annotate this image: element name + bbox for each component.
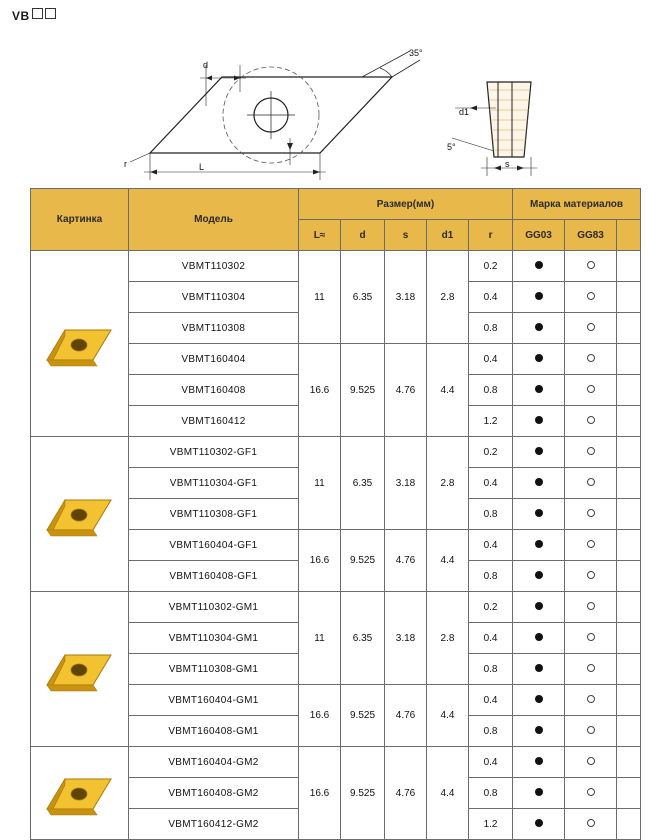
cell-gg03 xyxy=(513,561,565,592)
cell-gg03 xyxy=(513,747,565,778)
cell-extra xyxy=(617,530,641,561)
table-row xyxy=(31,747,641,778)
cell-L: 16.6 xyxy=(299,685,341,747)
cell-r: 0.2 xyxy=(469,437,513,468)
header-r: r xyxy=(469,220,513,251)
cell-r: 0.2 xyxy=(469,251,513,282)
cell-gg83 xyxy=(565,747,617,778)
cell-L: 11 xyxy=(299,592,341,685)
cell-gg03 xyxy=(513,344,565,375)
technical-drawing xyxy=(0,20,670,180)
cell-d1: 4.4 xyxy=(427,344,469,437)
cell-gg83 xyxy=(565,468,617,499)
cell-extra xyxy=(617,561,641,592)
dim-label-L: L xyxy=(199,162,205,172)
mark-empty xyxy=(587,695,595,703)
cell-r: 0.8 xyxy=(469,499,513,530)
mark-filled xyxy=(535,385,543,393)
cell-gg03 xyxy=(513,313,565,344)
cell-gg03 xyxy=(513,778,565,809)
cell-extra xyxy=(617,313,641,344)
cell-extra xyxy=(617,623,641,654)
cell-model: VBMT110304 xyxy=(129,282,299,313)
cell-gg03 xyxy=(513,282,565,313)
mark-empty xyxy=(587,416,595,424)
mark-empty xyxy=(587,323,595,331)
cell-L: 11 xyxy=(299,251,341,344)
dim-label-r: r xyxy=(124,159,127,169)
cell-model: VBMT160404-GM1 xyxy=(129,685,299,716)
cell-s: 3.18 xyxy=(385,592,427,685)
cell-L: 16.6 xyxy=(299,344,341,437)
specification-table-wrapper xyxy=(30,188,640,840)
header-model: Модель xyxy=(129,189,299,251)
header-extra xyxy=(617,220,641,251)
cell-gg83 xyxy=(565,530,617,561)
cell-r: 0.4 xyxy=(469,747,513,778)
mark-filled xyxy=(535,788,543,796)
cell-r: 0.4 xyxy=(469,685,513,716)
cell-gg03 xyxy=(513,499,565,530)
dim-label-angle-35: 35° xyxy=(409,48,423,58)
mark-filled xyxy=(535,509,543,517)
cell-gg03 xyxy=(513,685,565,716)
insert-picture-3 xyxy=(31,592,129,747)
mark-empty xyxy=(587,292,595,300)
cell-r: 1.2 xyxy=(469,406,513,437)
cell-gg83 xyxy=(565,251,617,282)
cell-gg83 xyxy=(565,437,617,468)
mark-empty xyxy=(587,354,595,362)
cell-model: VBMT160412-GM2 xyxy=(129,809,299,840)
cell-model: VBMT110302-GM1 xyxy=(129,592,299,623)
cell-r: 0.8 xyxy=(469,654,513,685)
cell-model: VBMT160408-GM1 xyxy=(129,716,299,747)
cell-gg03 xyxy=(513,375,565,406)
mark-filled xyxy=(535,447,543,455)
cell-gg83 xyxy=(565,654,617,685)
cell-gg83 xyxy=(565,778,617,809)
cell-extra xyxy=(617,406,641,437)
cell-gg83 xyxy=(565,623,617,654)
mark-filled xyxy=(535,664,543,672)
cell-s: 3.18 xyxy=(385,437,427,530)
cell-model: VBMT110308-GF1 xyxy=(129,499,299,530)
mark-empty xyxy=(587,447,595,455)
insert-picture-2 xyxy=(31,437,129,592)
header-s: s xyxy=(385,220,427,251)
cell-gg83 xyxy=(565,344,617,375)
mark-filled xyxy=(535,323,543,331)
cell-L: 16.6 xyxy=(299,747,341,840)
cell-gg83 xyxy=(565,282,617,313)
cell-r: 0.2 xyxy=(469,592,513,623)
table-row xyxy=(31,592,641,623)
mark-empty xyxy=(587,540,595,548)
cell-s: 4.76 xyxy=(385,530,427,592)
cell-d1: 4.4 xyxy=(427,685,469,747)
cell-s: 4.76 xyxy=(385,344,427,437)
cell-model: VBMT160408 xyxy=(129,375,299,406)
cell-extra xyxy=(617,685,641,716)
mark-filled xyxy=(535,354,543,362)
mark-filled xyxy=(535,633,543,641)
cell-gg03 xyxy=(513,592,565,623)
mark-filled xyxy=(535,416,543,424)
cell-gg83 xyxy=(565,406,617,437)
cell-model: VBMT110304-GM1 xyxy=(129,623,299,654)
cell-model: VBMT110302 xyxy=(129,251,299,282)
dim-label-d1: d1 xyxy=(459,107,470,117)
cell-r: 0.4 xyxy=(469,623,513,654)
cell-extra xyxy=(617,592,641,623)
cell-gg03 xyxy=(513,437,565,468)
header-d1: d1 xyxy=(427,220,469,251)
cell-s: 3.18 xyxy=(385,251,427,344)
cell-r: 0.8 xyxy=(469,778,513,809)
cell-extra xyxy=(617,437,641,468)
mark-filled xyxy=(535,540,543,548)
cell-gg83 xyxy=(565,375,617,406)
cell-gg03 xyxy=(513,654,565,685)
cell-extra xyxy=(617,375,641,406)
cell-L: 11 xyxy=(299,437,341,530)
cell-r: 1.2 xyxy=(469,809,513,840)
cell-gg03 xyxy=(513,468,565,499)
mark-filled xyxy=(535,478,543,486)
cell-gg03 xyxy=(513,251,565,282)
mark-empty xyxy=(587,726,595,734)
mark-filled xyxy=(535,726,543,734)
page-title-text: VB xyxy=(12,9,30,23)
cell-model: VBMT160404-GM2 xyxy=(129,747,299,778)
cell-model: VBMT110308-GM1 xyxy=(129,654,299,685)
header-size-group: Размер(мм) xyxy=(299,189,513,220)
mark-empty xyxy=(587,478,595,486)
header-L: L≈ xyxy=(299,220,341,251)
cell-extra xyxy=(617,716,641,747)
cell-d1: 4.4 xyxy=(427,747,469,840)
cell-extra xyxy=(617,747,641,778)
cell-d: 9.525 xyxy=(341,344,385,437)
mark-empty xyxy=(587,788,595,796)
cell-gg03 xyxy=(513,623,565,654)
cell-r: 0.4 xyxy=(469,282,513,313)
mark-filled xyxy=(535,292,543,300)
cell-d1: 2.8 xyxy=(427,251,469,344)
cell-gg83 xyxy=(565,561,617,592)
table-row xyxy=(31,437,641,468)
mark-filled xyxy=(535,695,543,703)
mark-filled xyxy=(535,602,543,610)
cell-extra xyxy=(617,499,641,530)
cell-gg83 xyxy=(565,716,617,747)
cell-model: VBMT160404-GF1 xyxy=(129,530,299,561)
dim-label-angle-5: 5° xyxy=(447,142,456,152)
cell-model: VBMT160412 xyxy=(129,406,299,437)
cell-extra xyxy=(617,809,641,840)
cell-s: 4.76 xyxy=(385,685,427,747)
dim-label-d: d xyxy=(203,60,209,70)
cell-extra xyxy=(617,468,641,499)
cell-r: 0.8 xyxy=(469,313,513,344)
cell-d: 6.35 xyxy=(341,437,385,530)
cell-gg83 xyxy=(565,313,617,344)
cell-r: 0.4 xyxy=(469,530,513,561)
mark-empty xyxy=(587,571,595,579)
title-placeholder-box-1 xyxy=(32,8,43,19)
cell-model: VBMT110302-GF1 xyxy=(129,437,299,468)
cell-s: 4.76 xyxy=(385,747,427,840)
title-placeholder-box-2 xyxy=(45,8,56,19)
cell-model: VBMT160404 xyxy=(129,344,299,375)
header-picture: Картинка xyxy=(31,189,129,251)
cell-extra xyxy=(617,282,641,313)
cell-gg83 xyxy=(565,592,617,623)
mark-empty xyxy=(587,757,595,765)
cell-L: 16.6 xyxy=(299,530,341,592)
mark-empty xyxy=(587,819,595,827)
mark-filled xyxy=(535,819,543,827)
cell-d1: 4.4 xyxy=(427,530,469,592)
cell-r: 0.8 xyxy=(469,375,513,406)
cell-model: VBMT110308 xyxy=(129,313,299,344)
cell-extra xyxy=(617,654,641,685)
mark-empty xyxy=(587,633,595,641)
dim-label-s: s xyxy=(505,159,510,169)
cell-d1: 2.8 xyxy=(427,437,469,530)
cell-model: VBMT110304-GF1 xyxy=(129,468,299,499)
cell-gg03 xyxy=(513,809,565,840)
cell-extra xyxy=(617,344,641,375)
header-material-group: Марка материалов xyxy=(513,189,641,220)
cell-d: 9.525 xyxy=(341,530,385,592)
cell-d: 6.35 xyxy=(341,251,385,344)
insert-picture-1 xyxy=(31,251,129,437)
mark-empty xyxy=(587,261,595,269)
mark-filled xyxy=(535,261,543,269)
cell-gg83 xyxy=(565,809,617,840)
cell-gg03 xyxy=(513,406,565,437)
mark-filled xyxy=(535,757,543,765)
cell-r: 0.8 xyxy=(469,716,513,747)
mark-empty xyxy=(587,509,595,517)
mark-empty xyxy=(587,602,595,610)
cell-d: 6.35 xyxy=(341,592,385,685)
mark-empty xyxy=(587,664,595,672)
mark-filled xyxy=(535,571,543,579)
cell-gg83 xyxy=(565,499,617,530)
cell-model: VBMT160408-GM2 xyxy=(129,778,299,809)
specification-table xyxy=(30,188,641,840)
cell-d1: 2.8 xyxy=(427,592,469,685)
cell-r: 0.4 xyxy=(469,468,513,499)
cell-r: 0.4 xyxy=(469,344,513,375)
cell-extra xyxy=(617,778,641,809)
cell-d: 9.525 xyxy=(341,747,385,840)
cell-d: 9.525 xyxy=(341,685,385,747)
cell-extra xyxy=(617,251,641,282)
header-gg03: GG03 xyxy=(513,220,565,251)
cell-gg03 xyxy=(513,716,565,747)
cell-model: VBMT160408-GF1 xyxy=(129,561,299,592)
mark-empty xyxy=(587,385,595,393)
header-gg83: GG83 xyxy=(565,220,617,251)
cell-gg83 xyxy=(565,685,617,716)
cell-gg03 xyxy=(513,530,565,561)
header-d: d xyxy=(341,220,385,251)
insert-picture-4 xyxy=(31,747,129,840)
table-header-row-1 xyxy=(31,189,641,220)
cell-r: 0.8 xyxy=(469,561,513,592)
table-row xyxy=(31,251,641,282)
